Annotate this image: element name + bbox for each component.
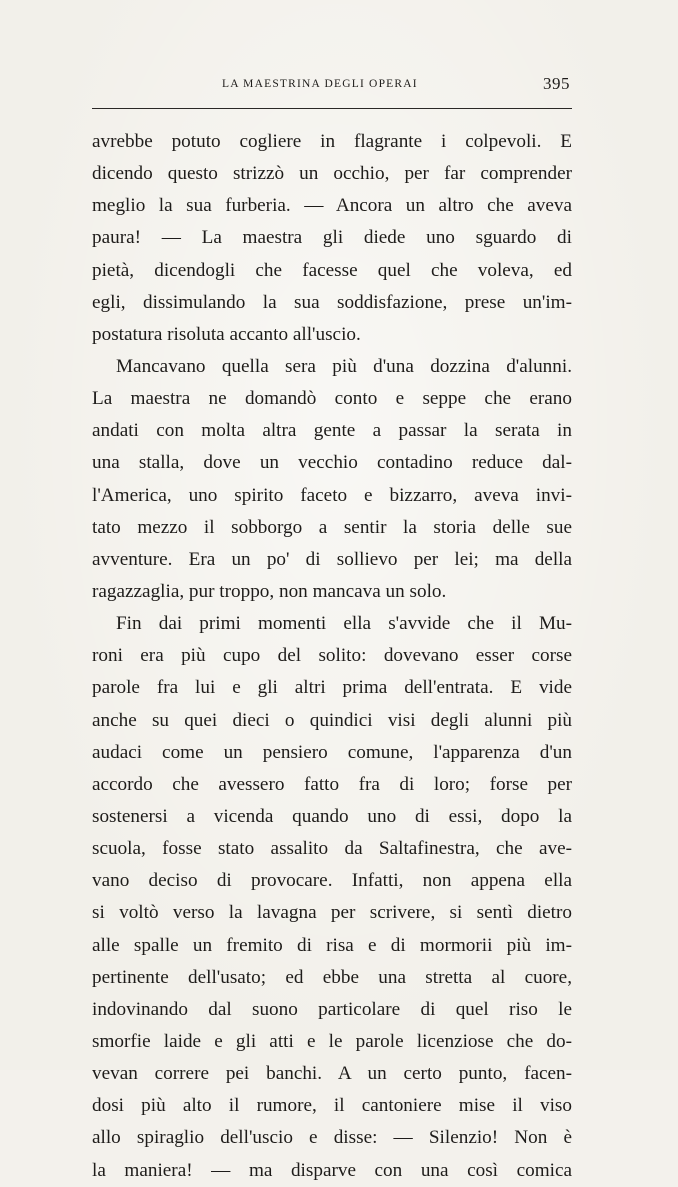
text-line: Fin dai primi momenti ella s'avvide che il Mu-	[116, 613, 572, 635]
text-line: parole fra lui e gli altri prima dell'entrata. E vide	[92, 677, 572, 699]
text-line: indovinando dal suono particolare di quel riso le	[92, 998, 572, 1020]
text-line: La maestra ne domandò conto e seppe che erano	[92, 388, 572, 410]
text-line: vano deciso di provocare. Infatti, non appena ella	[92, 870, 572, 892]
text-line: scuola, fosse stato assalito da Saltafinestra, che ave-	[92, 838, 572, 860]
text-line: andati con molta altra gente a passar la serata in	[92, 420, 572, 442]
text-line: accordo che avessero fatto fra di loro; forse per	[92, 773, 572, 795]
text-line: sostenersi a vicenda quando uno di essi, dopo la	[92, 805, 572, 827]
text-line: la maniera! — ma disparve con una così comica	[92, 1159, 572, 1181]
text-line: egli, dissimulando la sua soddisfazione, prese un'im-	[92, 291, 572, 313]
text-line: postatura risoluta accanto all'uscio.	[92, 323, 361, 345]
text-line: avrebbe potuto cogliere in flagrante i colpevoli. E	[92, 131, 572, 152]
running-title: LA MAESTRINA DEGLI OPERAI	[222, 78, 418, 90]
header-rule	[92, 108, 572, 109]
text-line: roni era più cupo del solito: dovevano esser corse	[92, 645, 572, 667]
text-line: paura! — La maestra gli diede uno sguardo di	[92, 227, 572, 249]
text-line: audaci come un pensiero comune, l'apparenza d'un	[92, 741, 572, 763]
text-line: dicendo questo strizzò un occhio, per far comprender	[92, 163, 572, 185]
text-line: meglio la sua furberia. — Ancora un altro che aveva	[92, 195, 572, 217]
text-line: avventure. Era un po' di sollievo per lei; ma della	[92, 548, 572, 570]
page-number: 395	[543, 74, 570, 93]
text-line: una stalla, dove un vecchio contadino reduce dal-	[92, 452, 572, 474]
text-line: pietà, dicendogli che facesse quel che voleva, ed	[92, 259, 572, 281]
text-line: vevan correre pei banchi. A un certo punto, facen-	[92, 1063, 572, 1085]
text-line: smorfie laide e gli atti e le parole licenziose che do-	[92, 1030, 572, 1052]
body-text	[92, 126, 572, 1187]
text-line: ragazzaglia, pur troppo, non mancava un solo.	[92, 580, 447, 602]
page-header	[92, 70, 572, 100]
text-line: anche su quei dieci o quindici visi degli alunni più	[92, 709, 572, 731]
text-line: Mancavano quella sera più d'una dozzina d'alunni.	[116, 355, 572, 377]
text-line: allo spiraglio dell'uscio e disse: — Silenzio! Non è	[92, 1127, 572, 1149]
text-line: l'America, uno spirito faceto e bizzarro, aveva invi-	[92, 484, 572, 506]
text-line: si voltò verso la lavagna per scrivere, si sentì dietro	[92, 902, 572, 924]
text-line: dosi più alto il rumore, il cantoniere mise il viso	[92, 1095, 572, 1117]
text-line: tato mezzo il sobborgo a sentir la storia delle sue	[92, 516, 572, 538]
text-line: alle spalle un fremito di risa e di mormorii più im-	[92, 934, 572, 956]
text-line: pertinente dell'usato; ed ebbe una stretta al cuore,	[92, 966, 572, 988]
